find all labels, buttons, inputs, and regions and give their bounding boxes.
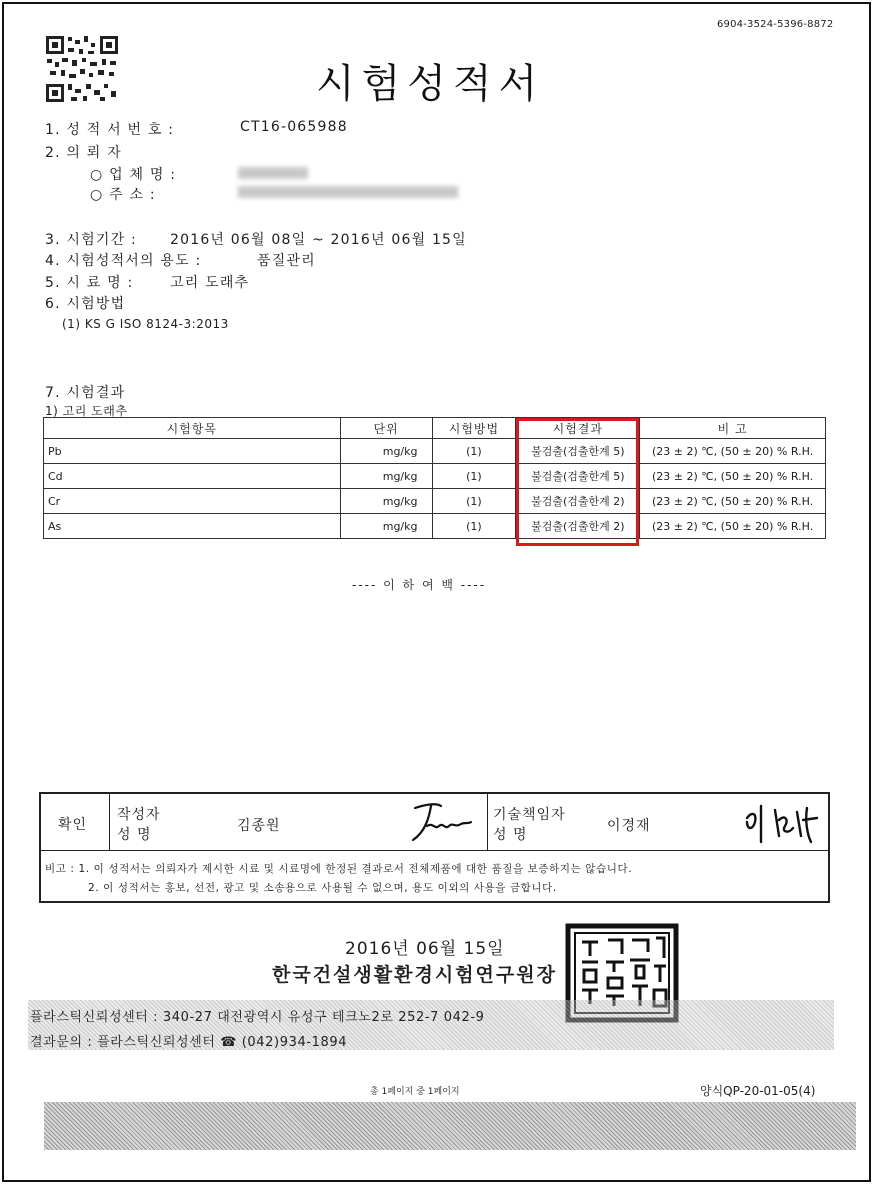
cell-item: Cr (44, 489, 341, 514)
divider (487, 794, 488, 850)
cell-item: Pb (44, 439, 341, 464)
column-header: 비 고 (640, 418, 826, 439)
writer-signature-icon (405, 800, 475, 844)
cell-method: (1) (432, 439, 516, 464)
cell-item: As (44, 514, 341, 539)
institute-name: 한국건설생활환경시험연구원장 (272, 964, 557, 986)
writer-name: 김종원 (237, 818, 281, 834)
page-title: 시험성적서 (316, 61, 545, 107)
cell-unit: mg/kg (340, 464, 432, 489)
tech-name-label: 성 명 (493, 827, 528, 843)
result-highlight-box (516, 418, 639, 546)
column-header: 시험결과 (516, 418, 640, 439)
column-header: 시험항목 (44, 418, 341, 439)
company-label: ○ 업 체 명 : (90, 167, 177, 183)
table-row (44, 514, 826, 539)
address-label: ○ 주 소 : (90, 187, 156, 203)
footer-center-address: 플라스틱신뢰성센터 : 340-27 대전광역시 유성구 테크노2로 252-7 042-9 (30, 1010, 485, 1025)
cell-note: (23 ± 2) ℃, (50 ± 20) % R.H. (640, 439, 826, 464)
tech-label: 기술책임자 (493, 807, 566, 823)
footer-contact: 결과문의 : 플라스틱신뢰성센터 ☎ (042)934-1894 (30, 1035, 348, 1050)
cell-result: 불검출(검출한계 2) (516, 514, 640, 539)
results-label: 7. 시험결과 (45, 385, 126, 401)
qr-code-icon (44, 34, 120, 104)
period-value: 2016년 06월 08일 ~ 2016년 06월 15일 (170, 232, 467, 248)
writer-name-label: 성 명 (117, 827, 152, 843)
purpose-label: 4. 시험성적서의 용도 : (45, 253, 202, 269)
cell-unit: mg/kg (340, 489, 432, 514)
method-value: (1) KS G ISO 8124-3:2013 (62, 317, 229, 331)
column-header: 단위 (340, 418, 432, 439)
cell-method: (1) (432, 514, 516, 539)
cell-method: (1) (432, 489, 516, 514)
cell-unit: mg/kg (340, 514, 432, 539)
cell-result: 불검출(검출한계 5) (516, 439, 640, 464)
divider (109, 794, 110, 850)
table-row (44, 439, 826, 464)
sample-label: 5. 시 료 명 : (45, 275, 134, 291)
requester-label: 2. 의 뢰 자 (45, 145, 122, 161)
remark-line-2: 2. 이 성적서는 홍보, 선전, 광고 및 소송용으로 사용될 수 없으며, 용도 이외의 사용을 금합니다. (88, 882, 557, 894)
cell-result: 불검출(검출한계 2) (516, 489, 640, 514)
cell-method: (1) (432, 464, 516, 489)
report-no-label: 1. 성 적 서 번 호 : (45, 122, 175, 138)
company-redacted (238, 167, 308, 179)
period-label: 3. 시험기간 : (45, 232, 137, 248)
purpose-value: 품질관리 (257, 253, 316, 269)
confirm-label: 확인 (58, 817, 88, 833)
cell-note: (23 ± 2) ℃, (50 ± 20) % R.H. (640, 489, 826, 514)
cell-note: (23 ± 2) ℃, (50 ± 20) % R.H. (640, 464, 826, 489)
remark-line-1: 비고 : 1. 이 성적서는 의뢰자가 제시한 시료 및 시료명에 한정된 결과로서 전체제품에 대한 품질을 보증하지는 않습니다. (45, 863, 633, 875)
tech-name: 이경재 (607, 818, 651, 834)
tech-signature-icon (741, 800, 825, 846)
table-row (44, 464, 826, 489)
issue-date: 2016년 06월 15일 (345, 939, 505, 959)
form-code: 양식QP-20-01-05(4) (700, 1084, 816, 1098)
page-info: 총 1페이지 중 1페이지 (370, 1087, 460, 1097)
column-header: 시험방법 (432, 418, 516, 439)
writer-label: 작성자 (117, 807, 161, 823)
table-row (44, 489, 826, 514)
sample-value: 고리 도래추 (170, 275, 250, 291)
cell-item: Cd (44, 464, 341, 489)
cell-unit: mg/kg (340, 439, 432, 464)
report-no-value: CT16-065988 (240, 119, 348, 135)
document-number: 6904-3524-5396-8872 (717, 19, 834, 30)
cell-result: 불검출(검출한계 5) (516, 464, 640, 489)
bottom-noise-band (44, 1102, 856, 1150)
method-label: 6. 시험방법 (45, 296, 126, 312)
table-header-row (44, 418, 826, 439)
signature-row (41, 794, 828, 851)
results-sub-label: 1) 고리 도래추 (45, 404, 128, 418)
confirmation-box (39, 792, 830, 903)
results-table (43, 417, 826, 539)
address-redacted (238, 186, 458, 198)
blank-below-note: ---- 이 하 여 백 ---- (352, 578, 487, 592)
cell-note: (23 ± 2) ℃, (50 ± 20) % R.H. (640, 514, 826, 539)
